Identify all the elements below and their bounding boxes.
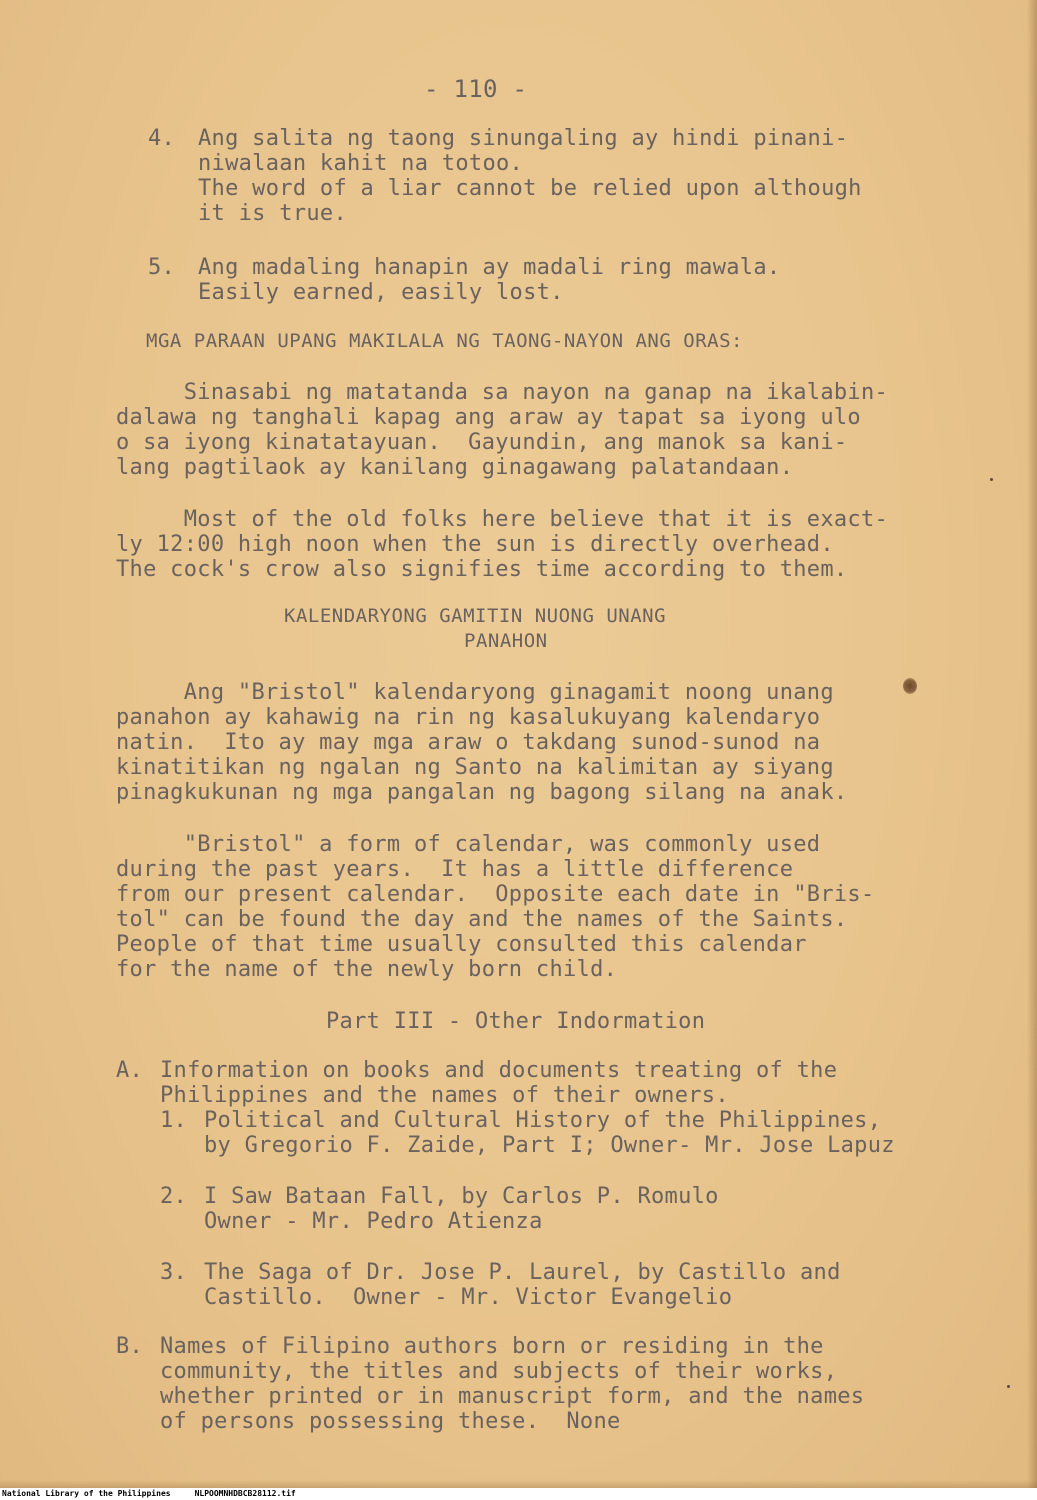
part-heading: Part III - Other Indormation	[326, 1009, 706, 1034]
paragraph-line: dalawa ng tanghali kapag ang araw ay tapat sa iyong ulo	[116, 405, 861, 430]
paragraph-line: o sa iyong kinatatayuan. Gayundin, ang manok sa kani-	[116, 430, 848, 455]
page-edge-shadow	[1027, 0, 1037, 1500]
proverb-translation-line: The word of a liar cannot be relied upon although	[198, 176, 862, 201]
paper-speck	[990, 478, 993, 481]
footer-library: National Library of the Philippines	[2, 1489, 171, 1498]
paragraph-line: panahon ay kahawig na rin ng kasalukuyang kalendaryo	[116, 705, 821, 730]
paragraph-line: Most of the old folks here believe that it is exact-	[116, 507, 889, 532]
proverb-line: Ang salita ng taong sinungaling ay hindi pinani-	[198, 126, 849, 151]
paper-speck	[1007, 1385, 1010, 1388]
page-bottom-shadow	[0, 1480, 1037, 1488]
book-number: 2.	[160, 1184, 188, 1209]
paragraph-line: kinatitikan ng ngalan ng Santo na kalimitan ay siyang	[116, 755, 834, 780]
paragraph-line: People of that time usually consulted this calendar	[116, 932, 807, 957]
paragraph-line: from our present calendar. Opposite each date in "Bris-	[116, 882, 875, 907]
section-heading-calendar-line2: PANAHON	[464, 630, 548, 652]
paragraph-line: for the name of the newly born child.	[116, 957, 618, 982]
list-item-line: Philippines and the names of their owners.	[160, 1083, 729, 1108]
paragraph-line: pinagkukunan ng mga pangalan ng bagong silang na anak.	[116, 780, 848, 805]
list-item-label: A.	[116, 1058, 144, 1083]
book-number: 1.	[160, 1108, 188, 1133]
list-item-label: B.	[116, 1334, 144, 1359]
section-heading-calendar: KALENDARYONG GAMITIN NUONG UNANG	[284, 605, 667, 627]
paragraph-line: lang pagtilaok ay kanilang ginagawang palatandaan.	[116, 455, 794, 480]
paragraph-line: Ang "Bristol" kalendaryong ginagamit noong unang	[116, 680, 834, 705]
proverb-line: niwalaan kahit na totoo.	[198, 151, 524, 176]
book-number: 3.	[160, 1260, 188, 1285]
paragraph-line: The cock's crow also signifies time according to them.	[116, 557, 848, 582]
footer-file-id: NLPOOMNHDBCB28112.tif	[194, 1489, 296, 1498]
book-line: Political and Cultural History of the Philippines,	[204, 1108, 882, 1133]
list-item-line: whether printed or in manuscript form, and the names	[160, 1384, 865, 1409]
footer-text	[2, 1488, 296, 1500]
ink-stain	[903, 678, 917, 694]
book-line: Owner - Mr. Pedro Atienza	[204, 1209, 543, 1234]
page-number: - 110 -	[424, 75, 528, 103]
section-heading-time: MGA PARAAN UPANG MAKILALA NG TAONG-NAYON ANG ORAS:	[146, 330, 743, 352]
list-item-line: of persons possessing these. None	[160, 1409, 621, 1434]
proverb-translation-line: it is true.	[198, 201, 347, 226]
book-line: by Gregorio F. Zaide, Part I; Owner- Mr. Jose Lapuz	[204, 1133, 895, 1158]
proverb-line: Ang madaling hanapin ay madali ring mawala.	[198, 255, 781, 280]
book-line: I Saw Bataan Fall, by Carlos P. Romulo	[204, 1184, 719, 1209]
list-item-line: Information on books and documents treating of the	[160, 1058, 838, 1083]
proverb-translation-line: Easily earned, easily lost.	[198, 280, 564, 305]
paragraph-line: during the past years. It has a little difference	[116, 857, 794, 882]
paragraph-line: "Bristol" a form of calendar, was commonly used	[116, 832, 821, 857]
list-item-line: Names of Filipino authors born or residing in the	[160, 1334, 824, 1359]
proverb-number: 5.	[148, 255, 176, 280]
book-line: Castillo. Owner - Mr. Victor Evangelio	[204, 1285, 733, 1310]
paragraph-line: ly 12:00 high noon when the sun is directly overhead.	[116, 532, 834, 557]
paragraph-line: tol" can be found the day and the names of the Saints.	[116, 907, 848, 932]
footer-bar	[0, 1488, 1037, 1500]
proverb-number: 4.	[148, 126, 176, 151]
list-item-line: community, the titles and subjects of their works,	[160, 1359, 838, 1384]
paragraph-line: Sinasabi ng matatanda sa nayon na ganap na ikalabin-	[116, 380, 889, 405]
paragraph-line: natin. Ito ay may mga araw o takdang sunod-sunod na	[116, 730, 821, 755]
book-line: The Saga of Dr. Jose P. Laurel, by Castillo and	[204, 1260, 841, 1285]
